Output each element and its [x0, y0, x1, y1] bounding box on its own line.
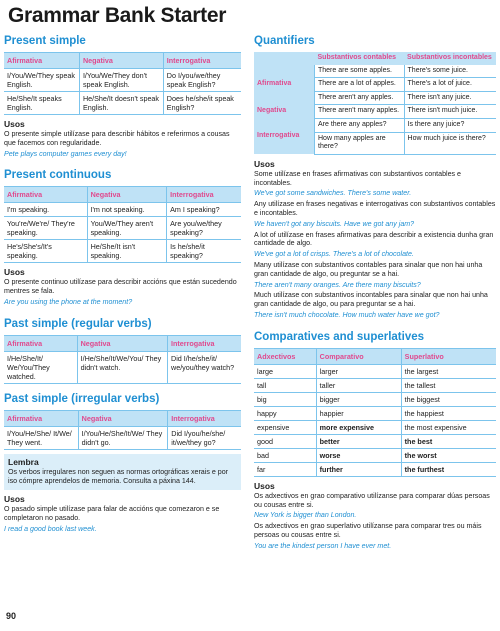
usos-label: Usos: [4, 119, 25, 129]
table-cell: How many apples are there?: [315, 132, 405, 154]
example-sentence: Pete plays computer games every day!: [4, 149, 127, 158]
comparatives-heading: Comparatives and superlatives: [254, 330, 425, 343]
header-negativa: Negativa: [78, 410, 168, 426]
table-row: [254, 118, 496, 132]
table-cell: the largest: [401, 364, 496, 378]
table-cell: Did I/he/she/it/ we/you/they watch?: [168, 351, 242, 383]
table-row: [254, 448, 496, 462]
present-continuous-heading: Present continuous: [4, 169, 112, 182]
table-row: [254, 65, 496, 78]
table-cell: He/She/It speaks English.: [4, 92, 79, 115]
table-cell: the furthest: [401, 462, 496, 476]
table-row: [4, 69, 241, 92]
header-negativa: Negativa: [87, 187, 167, 203]
table-cell: Is there any juice?: [404, 118, 496, 132]
usos-label: Usos: [4, 267, 25, 278]
table-cell: the happiest: [401, 406, 496, 420]
table-cell: far: [254, 462, 316, 476]
example-sentence: Are you using the phone at the moment?: [4, 297, 133, 306]
page-title: Grammar Bank Starter: [8, 4, 227, 27]
header-adxectivos: Adxectivos: [254, 348, 316, 364]
quantifiers-table: [254, 52, 496, 155]
table-cell: the worst: [401, 448, 496, 462]
left-column: [4, 32, 241, 536]
table-cell: There's some juice.: [404, 65, 496, 78]
table-cell: the most expensive: [401, 420, 496, 434]
table-cell: How much juice is there?: [404, 132, 496, 154]
table-cell: better: [316, 434, 401, 448]
table-cell: You/We/They aren't speaking.: [87, 217, 167, 240]
usos-text: Much utilízase con substantivos incontables para sinalar que non hai unha gran cantidade de algo, ou para preguntar se a hai.: [254, 291, 488, 309]
table-cell: good: [254, 434, 316, 448]
right-column: [254, 32, 496, 552]
table-cell: I/You/We/They don't speak English.: [79, 69, 163, 92]
table-cell: You're/We're/ They're speaking.: [4, 217, 87, 240]
usos-text: Any utilízase en frases negativas e interrogativas con substantivos contables e incontables.: [254, 200, 496, 217]
past-simple-irregular-heading: Past simple (irregular verbs): [4, 392, 160, 405]
table-cell: worse: [316, 448, 401, 462]
table-cell: Does he/she/it speak English?: [163, 92, 241, 115]
header-afirmativa: Afirmativa: [4, 335, 77, 351]
example-sentence: We've got a lot of crisps. There's a lot of chocolate.: [254, 250, 414, 259]
table-cell: I'm not speaking.: [87, 203, 167, 217]
table-row: [4, 217, 241, 240]
usos-label: Usos: [4, 494, 25, 505]
table-cell: more expensive: [316, 420, 401, 434]
table-cell: I'm speaking.: [4, 203, 87, 217]
table-cell: taller: [316, 378, 401, 392]
table-row: [4, 203, 241, 217]
table-row: [4, 426, 241, 449]
present-simple-table: [4, 52, 241, 115]
table-row: [254, 406, 496, 420]
table-cell: Am I speaking?: [167, 203, 241, 217]
example-sentence: We've got some sandwiches. There's some water.: [254, 189, 412, 198]
table-cell: happy: [254, 406, 316, 420]
row-label-negativa: Negativa: [254, 105, 315, 119]
example-sentence: There aren't many oranges. Are there many biscuits?: [254, 280, 421, 289]
example-sentence: I read a good book last week.: [4, 524, 97, 533]
example-sentence: We haven't got any biscuits. Have we got any jam?: [254, 219, 415, 228]
example-sentence: New York is bigger than London.: [254, 511, 357, 520]
table-cell: Are there any apples?: [315, 118, 405, 132]
table-cell: I/You/He/She/ It/We/ They went.: [4, 426, 78, 449]
table-cell: large: [254, 364, 316, 378]
past-simple-irregular-table: [4, 410, 241, 450]
table-row: [4, 92, 241, 115]
header-comparativo: Comparativo: [316, 348, 401, 364]
table-cell: Do I/you/we/they speak English?: [163, 69, 241, 92]
table-cell: There are a lot of apples.: [315, 78, 405, 92]
header-interrogativa: Interrogativa: [168, 335, 242, 351]
row-label-interrogativa: Interrogativa: [254, 118, 315, 154]
past-simple-regular-table: [4, 335, 241, 384]
table-cell: tall: [254, 378, 316, 392]
header-incontables: Substantivos incontables: [404, 52, 496, 65]
table-cell: happier: [316, 406, 401, 420]
header-afirmativa: Afirmativa: [4, 410, 78, 426]
lembra-label: Lembra: [8, 456, 39, 467]
table-cell: There isn't any juice.: [404, 91, 496, 105]
table-row: [254, 392, 496, 406]
table-cell: There are some apples.: [315, 65, 405, 78]
table-cell: There aren't many apples.: [315, 105, 405, 119]
lembra-box: [4, 454, 241, 491]
usos-text: O presente continuo utilízase para describir accións que están sucedendo mentres se fala.: [4, 278, 237, 296]
header-superlativo: Superlativo: [401, 348, 496, 364]
header-contables: Substantivos contables: [315, 52, 405, 65]
usos-text: O pasado simple utilízase para falar de accións que comezaron e se completaron no pasado.: [4, 505, 220, 523]
header-interrogativa: Interrogativa: [168, 410, 241, 426]
header-interrogativa: Interrogativa: [163, 53, 241, 69]
usos-text: O presente simple utilízase para describir hábitos e referirmos a cousas que facemos con regularidade.: [4, 130, 230, 147]
table-cell: Did I/you/he/she/ it/we/they go?: [168, 426, 241, 449]
usos-label: Usos: [254, 158, 275, 169]
table-cell: He/She/It isn't speaking.: [87, 240, 167, 263]
usos-text: Os adxectivos en grao superlativo utilízanse para comparar tres ou máis persoas ou cousas entre si.: [254, 522, 482, 539]
past-simple-regular-heading: Past simple (regular verbs): [4, 317, 152, 330]
table-cell: expensive: [254, 420, 316, 434]
present-simple-heading: Present simple: [4, 35, 86, 47]
table-cell: There isn't much juice.: [404, 105, 496, 119]
usos-text: Many utilízase con substantivos contables para sinalar que non hai unha gran cantidade de algo, ou preguntar se a hai.: [254, 260, 483, 278]
table-cell: There's a lot of juice.: [404, 78, 496, 92]
quantifiers-heading: Quantifiers: [254, 35, 315, 47]
table-cell: Is he/she/it speaking?: [167, 240, 241, 263]
usos-text: Os adxectivos en grao comparativo utilízanse para comparar dúas persoas ou cousas entre si.: [254, 491, 490, 509]
lembra-text: Os verbos irregulares non seguen as normas ortográficas xerais e por iso cómpre aprendelos de memoria. Consulta a páxina 144.: [8, 467, 229, 485]
header-negativa: Negativa: [77, 335, 167, 351]
table-cell: the tallest: [401, 378, 496, 392]
table-row: [254, 434, 496, 448]
usos-text: Some utilízase en frases afirmativas con substantivos contables e incontables.: [254, 169, 462, 187]
table-cell: bad: [254, 448, 316, 462]
table-cell: bigger: [316, 392, 401, 406]
table-cell: He's/She's/It's speaking.: [4, 240, 87, 263]
table-cell: the best: [401, 434, 496, 448]
table-cell: Are you/we/they speaking?: [167, 217, 241, 240]
row-label-afirmativa: Afirmativa: [254, 65, 315, 105]
header-afirmativa: Afirmativa: [4, 187, 87, 203]
table-cell: I/He/She/It/We/You/ They didn't watch.: [77, 351, 167, 383]
table-cell: the biggest: [401, 392, 496, 406]
table-row: [254, 378, 496, 392]
table-cell: I/You/He/She/It/We/ They didn't go.: [78, 426, 168, 449]
header-afirmativa: Afirmativa: [4, 53, 79, 69]
usos-text: A lot of utilízase en frases afirmativas para describir a existencia dunha gran cantidade de algo.: [254, 230, 494, 248]
table-cell: larger: [316, 364, 401, 378]
table-cell: I/He/She/It/ We/You/They watched.: [4, 351, 77, 383]
table-cell: further: [316, 462, 401, 476]
table-row: [254, 420, 496, 434]
usos-label: Usos: [254, 480, 275, 491]
table-cell: I/You/We/They speak English.: [4, 69, 79, 92]
page-number: 90: [6, 611, 17, 621]
table-row: [254, 462, 496, 476]
table-cell: There aren't any apples.: [315, 91, 405, 105]
example-sentence: You are the kindest person I have ever met.: [254, 541, 392, 550]
table-row: [4, 351, 241, 383]
example-sentence: There isn't much chocolate. How much water have we got?: [254, 310, 440, 319]
present-continuous-table: [4, 186, 241, 263]
table-cell: He/She/It doesn't speak English.: [79, 92, 163, 115]
comparatives-table: [254, 348, 496, 477]
table-row: [4, 240, 241, 263]
table-row: [254, 364, 496, 378]
table-cell: big: [254, 392, 316, 406]
table-row: [254, 105, 496, 119]
header-negativa: Negativa: [79, 53, 163, 69]
header-interrogativa: Interrogativa: [167, 187, 241, 203]
